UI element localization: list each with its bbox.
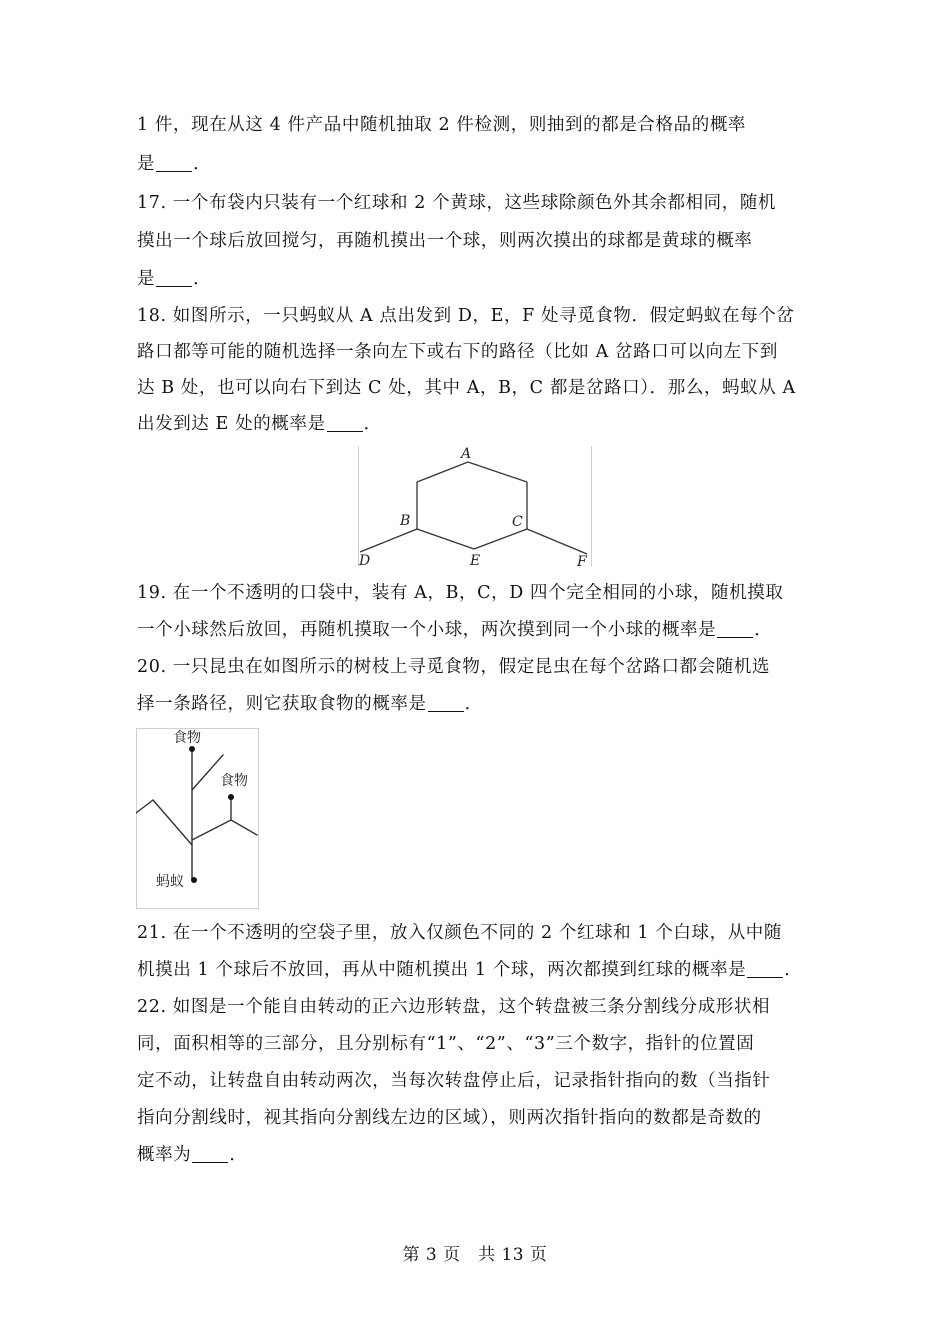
text: 定不动，让转盘自由转动两次，当每次转盘停止后，记录指针指向的数（当指针 xyxy=(137,1071,771,1091)
answer-blank[interactable] xyxy=(717,619,753,638)
text: ． xyxy=(784,960,803,980)
branch-left-stub xyxy=(136,800,153,813)
text: 一个小球然后放回，再随机摸取一个小球，两次摸到同一个小球的概率是 xyxy=(137,620,717,640)
hexagon-path-diagram xyxy=(358,446,592,570)
text: 路口都等可能的随机选择一条向左下或右下的路径（比如 A 岔路口可以向左下到 xyxy=(137,342,778,362)
line-19 xyxy=(137,1143,247,1167)
line-11 xyxy=(137,655,770,679)
line-18 xyxy=(137,1106,762,1130)
edge-a-c-top xyxy=(468,462,527,482)
text: 17. 一个布袋内只装有一个红球和 2 个黄球，这些球除颜色外其余都相同，随机 xyxy=(137,193,777,213)
text: ． xyxy=(229,1145,248,1165)
text: 19. 在一个不透明的口袋中，装有 A，B，C，D 四个完全相同的小球，随机摸取 xyxy=(137,583,784,603)
answer-blank[interactable] xyxy=(327,413,363,432)
text: ． xyxy=(363,414,382,434)
answer-blank[interactable] xyxy=(156,268,192,287)
line-7 xyxy=(137,376,796,400)
text: 摸出一个球后放回搅匀，再随机摸出一个球，则两次摸出的球都是黄球的概率 xyxy=(137,231,753,251)
text: 18. 如图所示，一只蚂蚁从 A 点出发到 D，E，F 处寻觅食物．假定蚂蚁在每个岔 xyxy=(137,306,795,326)
ant-dot xyxy=(191,877,197,883)
ant-label: 蚂蚁 xyxy=(156,874,184,890)
edge-c-e xyxy=(474,529,527,549)
line-6 xyxy=(137,340,778,364)
line-2 xyxy=(137,191,776,215)
label-c: C xyxy=(512,514,523,530)
text: 是 xyxy=(137,269,156,289)
text: 概率为 xyxy=(137,1145,192,1165)
text: 达 B 处，也可以向右下到达 C 处，其中 A，B，C 都是岔路口）．那么，蚂蚁从 A xyxy=(137,378,796,398)
text: ． xyxy=(754,620,773,640)
text: 22. 如图是一个能自由转动的正六边形转盘，这个转盘被三条分割线分成形状相 xyxy=(137,997,771,1017)
text: 同，面积相等的三部分，且分别标有“1”、“2”、“3”三个数字，指针的位置固 xyxy=(137,1034,755,1054)
line-17 xyxy=(137,1069,771,1093)
line-1 xyxy=(137,152,211,176)
edge-a-b-top xyxy=(417,462,468,482)
food-right-dot xyxy=(228,794,234,800)
edge-c-f xyxy=(527,529,587,554)
tree-branch-diagram xyxy=(136,728,260,910)
food-top-dot xyxy=(189,746,195,752)
branch-left xyxy=(153,800,192,845)
food-top-label: 食物 xyxy=(173,730,201,746)
label-a: A xyxy=(461,446,472,462)
line-13 xyxy=(137,921,782,945)
label-b: B xyxy=(400,513,411,529)
text: 21. 在一个不透明的空袋子里，放入仅颜色不同的 2 个红球和 1 个白球，从中随 xyxy=(137,923,783,943)
line-10 xyxy=(137,618,772,642)
page-footer: 第 3 页 共 13 页 xyxy=(402,1245,548,1265)
line-3 xyxy=(137,229,752,253)
line-16 xyxy=(137,1032,754,1056)
line-8 xyxy=(137,412,382,436)
branch-right-main xyxy=(192,820,231,840)
text: 是 xyxy=(137,154,156,174)
food-right-label: 食物 xyxy=(220,773,248,789)
text: ． xyxy=(193,269,212,289)
line-5 xyxy=(137,304,794,328)
edge-b-d xyxy=(360,529,417,552)
tree-branch-figure xyxy=(136,728,260,910)
branch-right-down xyxy=(231,820,257,835)
label-e: E xyxy=(470,553,481,569)
branch-upper-right xyxy=(192,755,223,790)
answer-blank[interactable] xyxy=(156,153,192,172)
line-9 xyxy=(137,581,783,605)
text: 机摸出 1 个球后不放回，再从中随机摸出 1 个球，两次都摸到红球的概率是 xyxy=(137,960,747,980)
text: 择一条路径，则它获取食物的概率是 xyxy=(137,694,427,714)
line-0 xyxy=(137,113,746,137)
answer-blank[interactable] xyxy=(747,959,783,978)
line-12 xyxy=(137,692,483,716)
answer-blank[interactable] xyxy=(428,693,464,712)
answer-blank[interactable] xyxy=(192,1144,228,1163)
label-f: F xyxy=(577,554,587,570)
text: 指向分割线时，视其指向分割线左边的区域），则两次指针指向的数都是奇数的 xyxy=(137,1108,762,1128)
text: ． xyxy=(464,694,483,714)
hexagon-path-figure xyxy=(358,446,592,570)
line-14 xyxy=(137,958,802,982)
label-d: D xyxy=(359,553,371,569)
line-15 xyxy=(137,995,770,1019)
edge-b-e xyxy=(417,529,474,549)
text: 20. 一只昆虫在如图所示的树枝上寻觅食物，假定昆虫在每个岔路口都会随机选 xyxy=(137,657,771,677)
text: ． xyxy=(193,154,212,174)
text: 出发到达 E 处的概率是 xyxy=(137,414,326,434)
text: 1 件，现在从这 4 件产品中随机抽取 2 件检测，则抽到的都是合格品的概率 xyxy=(137,115,747,135)
line-4 xyxy=(137,267,211,291)
